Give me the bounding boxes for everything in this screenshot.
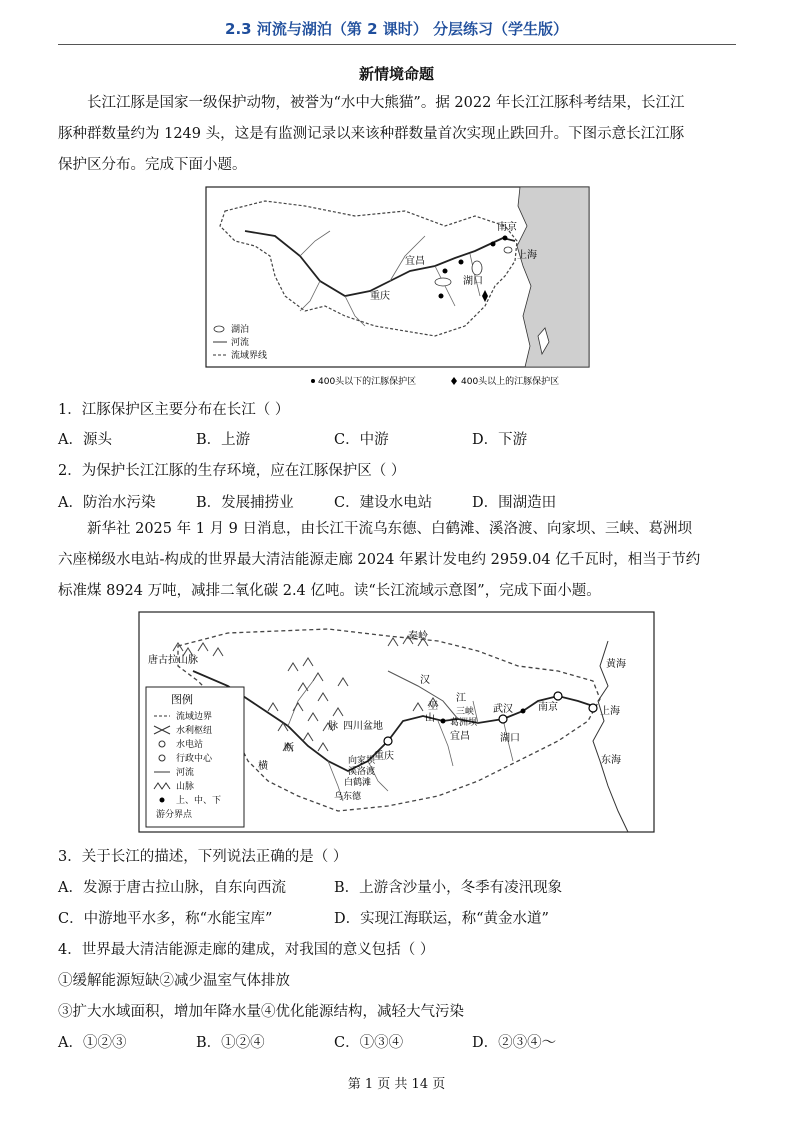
passage-2-line: 六座梯级水电站-构成的世界最大清洁能源走廊 2024 年累计发电约 2959.04 亿千瓦时，相当于节约 <box>58 552 701 568</box>
map2-label-qinling: 秦岭 <box>408 631 428 642</box>
map2-label-gezhouba: 葛洲坝 <box>450 718 478 728</box>
map1-lake-dongting <box>435 278 451 286</box>
q3-option-c[interactable]: C．中游地平水多，称“水能宝库” <box>58 911 273 927</box>
map2-legend-item: 河流 <box>176 768 195 778</box>
map2-label-wuhan: 武汉 <box>493 704 513 715</box>
map1-reserve-dot <box>443 269 448 274</box>
map2-city-chongqing <box>384 737 392 745</box>
map2-legend-item: 水电站 <box>176 740 204 750</box>
map2-legend-item: 上、中、下 <box>176 796 222 806</box>
map1-label-nanjing: 南京 <box>497 222 517 233</box>
map2-label-han: 汉 <box>420 675 430 686</box>
map2-legend-item: 山脉 <box>176 782 195 792</box>
map2-legend-item: 流域边界 <box>176 712 213 722</box>
question-2-stem: 2．为保护长江江豚的生存环境，应在江豚保护区（ ） <box>58 463 406 479</box>
map2-label-sanxia: 三峡 <box>456 707 475 717</box>
question-3-stem: 3．关于长江的描述，下列说法正确的是（ ） <box>58 849 348 865</box>
map2-legend-item: 水利枢纽 <box>176 726 213 736</box>
q1-option-a[interactable]: A．源头 <box>58 432 112 448</box>
map2-label-wudongde: 乌东德 <box>334 792 362 802</box>
map1-legend-river: 河流 <box>231 338 250 348</box>
map2-legend-item: 行政中心 <box>176 754 213 764</box>
map2-legend <box>146 687 244 827</box>
map2-label-chongqing: 重庆 <box>374 751 394 762</box>
map2-label-sichuan: 四川盆地 <box>343 721 383 732</box>
q1-option-c[interactable]: C．中游 <box>334 432 389 448</box>
map2-label-tanggula: 唐古拉山脉 <box>148 655 198 666</box>
map2-label-hukou: 湖口 <box>500 733 520 744</box>
map2-label-xiangjiaba: 向家坝 <box>348 756 376 766</box>
map2-label-xiluodu: 溪洛渡 <box>348 767 376 777</box>
map1-caption-below400: 400头以下的江豚保护区 <box>318 377 417 387</box>
map2-label-wu: 巫 <box>428 701 438 712</box>
map-yangtze-basin <box>138 611 655 834</box>
map2-city-nanjing <box>554 692 562 700</box>
map2-label-baihetan: 白鹤滩 <box>344 778 372 788</box>
q1-option-d[interactable]: D．下游 <box>472 432 528 448</box>
lake-legend-icon <box>214 326 224 332</box>
q2-option-a[interactable]: A．防治水污染 <box>58 495 156 511</box>
q4-option-a[interactable]: A．①②③ <box>58 1035 127 1051</box>
map1-lake-taihu <box>504 247 512 253</box>
map1-reserve-dot <box>491 242 496 247</box>
q2-option-b[interactable]: B．发展捕捞业 <box>196 495 294 511</box>
q3-option-b[interactable]: B．上游含沙量小，冬季有凌汛现象 <box>334 880 563 896</box>
question-1-stem: 1．江豚保护区主要分布在长江（ ） <box>58 402 290 418</box>
header-divider <box>58 44 736 45</box>
map1-label-yichang: 宜昌 <box>405 256 425 267</box>
map1-reserve-dot <box>503 236 508 241</box>
passage-2 <box>58 514 736 607</box>
map1-label-chongqing: 重庆 <box>370 291 390 302</box>
map2-boundary-point <box>521 709 526 714</box>
map1-reserve-dot <box>459 260 464 265</box>
q3-option-d[interactable]: D．实现江海联运，称“黄金水道” <box>334 911 549 927</box>
map2-label-shanghai: 上海 <box>600 706 620 717</box>
map2-label-yichang: 宜昌 <box>450 731 470 742</box>
question-4-stem: 4．世界最大清洁能源走廊的建成，对我国的意义包括（ ） <box>58 942 435 958</box>
map1-legend-boundary: 流域界线 <box>231 351 268 361</box>
map2-label-heng: 横 <box>258 761 268 772</box>
passage-1 <box>58 88 736 181</box>
map2-label-huanghai: 黄海 <box>606 659 626 670</box>
q4-statement-2: ③扩大水域面积，增加年降水量④优化能源结构，减轻大气污染 <box>58 1004 464 1020</box>
map-dolphin-reserves <box>205 186 590 392</box>
map1-legend-lake: 湖泊 <box>231 325 250 335</box>
passage-1-line: 豚种群数量约为 1249 头，这是有监测记录以来该种群数量首次实现止跌回升。下图示意长江江豚 <box>58 126 685 142</box>
q4-option-b[interactable]: B．①②④ <box>196 1035 265 1051</box>
passage-2-line: 标准煤 8924 万吨，减排二氧化碳 2.4 亿吨。读“长江流域示意图”，完成下面小题。 <box>58 583 601 599</box>
map2-city-shanghai <box>589 704 597 712</box>
q1-option-b[interactable]: B．上游 <box>196 432 251 448</box>
caption-dot-icon <box>311 379 315 383</box>
map2-label-jiang: 江 <box>456 693 466 704</box>
map2-label-donghai: 东海 <box>601 755 621 766</box>
map2-label-mai: 脉 <box>328 721 338 732</box>
map2-legend-extra: 游分界点 <box>156 810 193 820</box>
document-header: 2.3 河流与湖泊（第 2 课时） 分层练习（学生版） <box>225 20 568 38</box>
map1-label-hukou: 湖口 <box>463 276 483 287</box>
q2-option-d[interactable]: D．围湖造田 <box>472 495 557 511</box>
q3-option-a[interactable]: A．发源于唐古拉山脉，自东向西流 <box>58 880 286 896</box>
map2-label-duan: 断 <box>284 743 294 754</box>
map2-city-wuhan <box>499 715 507 723</box>
map1-label-shanghai: 上海 <box>517 250 537 261</box>
passage-1-line: 保护区分布。完成下面小题。 <box>58 157 247 173</box>
section-title: 新情境命题 <box>358 65 434 83</box>
map1-caption-above400: 400头以上的江豚保护区 <box>461 377 560 387</box>
passage-1-line: 长江江豚是国家一级保护动物，被誉为“水中大熊猫”。据 2022 年长江江豚科考结果，长江江 <box>87 95 685 111</box>
q2-option-c[interactable]: C．建设水电站 <box>334 495 433 511</box>
passage-2-line: 新华社 2025 年 1 月 9 日消息，由长江干流乌东德、白鹤滩、溪洛渡、向家坝、三峡、葛洲坝 <box>87 521 693 537</box>
map2-label-nanjing: 南京 <box>538 702 558 713</box>
map1-reserve-dot <box>439 294 444 299</box>
boundary-point-legend-icon <box>160 798 165 803</box>
map1-lake-poyang <box>472 261 482 275</box>
page-footer: 第 1 页 共 14 页 <box>347 1077 446 1092</box>
map2-boundary-point <box>441 719 446 724</box>
q4-option-d[interactable]: D．②③④～ <box>472 1035 557 1051</box>
map2-label-shan: 山 <box>425 713 435 724</box>
caption-diamond-icon <box>451 377 457 385</box>
q4-statement-1: ①缓解能源短缺②减少温室气体排放 <box>58 973 290 989</box>
map2-legend-title: 图例 <box>171 693 193 706</box>
q4-option-c[interactable]: C．①③④ <box>334 1035 404 1051</box>
